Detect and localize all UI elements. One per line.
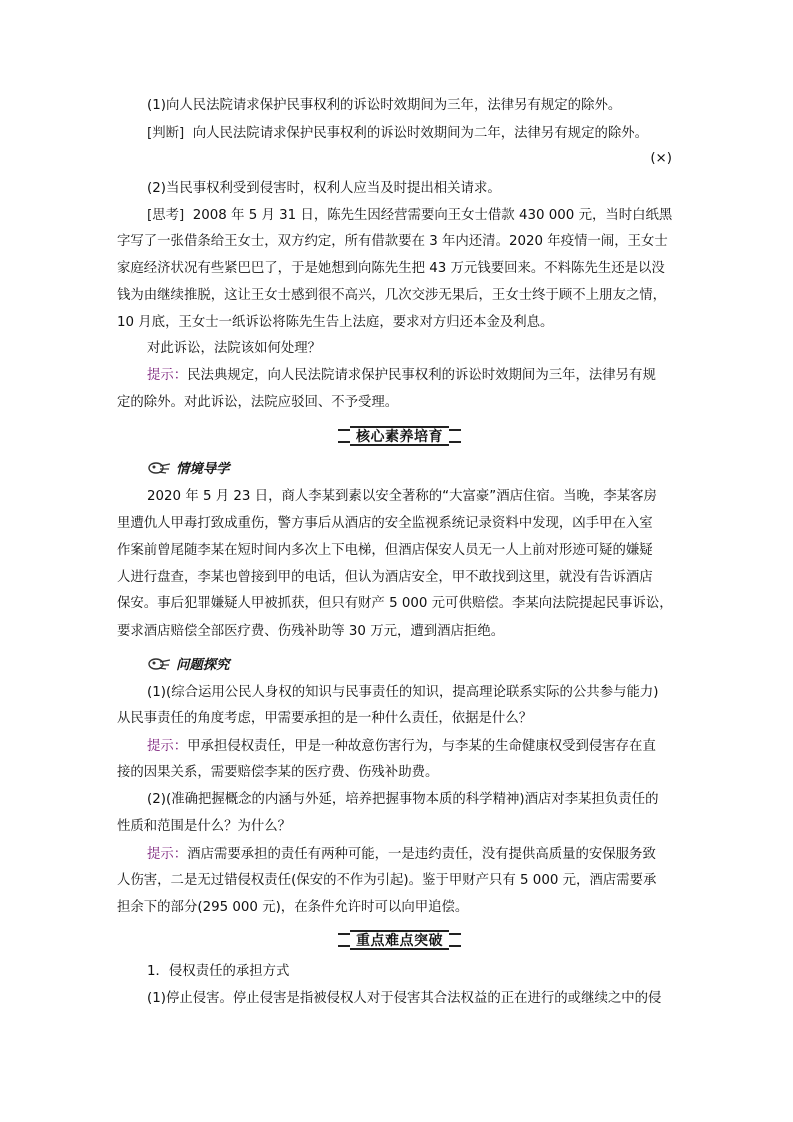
- banner-title: 核心素养培育: [350, 426, 449, 446]
- q1-line-2: 从民事责任的角度考虑，甲需要承担的是一种什么责任，依据是什么？: [117, 711, 533, 726]
- banner-cap-right: [449, 933, 461, 947]
- banner-cap-left: [338, 933, 350, 947]
- hint-line-1: 提示：民法典规定，向人民法院请求保护民事权利的诉讼时效期间为三年，法律另有规: [147, 368, 656, 383]
- section-title: 1．侵权责任的承担方式: [147, 964, 290, 979]
- subheading-scenario: [148, 457, 230, 477]
- subheading-inquiry: [148, 653, 230, 673]
- q1-line-1: (1)(综合运用公民人身权的知识与民事责任的知识，提高理论联系实际的公共参与能力): [147, 685, 659, 700]
- q2-line-2: 性质和范围是什么？为什么？: [117, 819, 292, 834]
- para-statute-1: (1)向人民法院请求保护民事权利的诉讼时效期间为三年，法律另有规定的除外。: [147, 98, 622, 113]
- subheading-inquiry-text: 问题探究: [176, 657, 230, 673]
- case-line-1: 2020 年 5 月 23 日，商人李某到素以安全著称的“大富豪”酒店住宿。当晚，李某客房: [147, 489, 657, 504]
- think-line-4: 钱为由继续推脱，这让王女士感到很不高兴，几次交涉无果后，王女士终于顾不上朋友之情，: [117, 288, 667, 303]
- think-line-2: 字写了一张借条给王女士，双方约定，所有借款要在 3 年内还清。2020 年疫情一闹，王女士: [117, 234, 668, 249]
- hint-tag: 提示：: [147, 368, 188, 383]
- section-banner-core: [338, 425, 461, 447]
- q2-hint-line-2: 人伤害，二是无过错侵权责任(保安的不作为引起)。鉴于甲财产只有 5 000 元，酒店需要承: [117, 873, 657, 888]
- think-line-1: [思考] 2008 年 5 月 31 日，陈先生因经营需要向王女士借款 430 000 元，当时白纸黑: [147, 208, 673, 223]
- q2-hint-line-3: 担余下的部分(295 000 元)，在条件允许时可以向甲追偿。: [117, 900, 469, 915]
- hand-pointer-icon: [148, 655, 172, 671]
- section-banner-key: [338, 929, 461, 951]
- case-line-5: 保安。事后犯罪嫌疑人甲被抓获，但只有财产 5 000 元可供赔偿。李某向法院提起民事诉讼，: [117, 596, 673, 611]
- hand-pointer-icon: [148, 459, 172, 475]
- q2-hint-line-1: 提示：酒店需要承担的责任有两种可能，一是违约责任，没有提供高质量的安保服务致: [147, 847, 656, 862]
- case-line-4: 人进行盘查，李某也曾接到甲的电话，但认为酒店安全，甲不敢找到这里，就没有告诉酒店: [117, 570, 653, 585]
- case-line-2: 里遭仇人甲毒打致成重伤，警方事后从酒店的安全监视系统记录资料中发现，凶手甲在入室: [117, 516, 653, 531]
- judgement-mark: (×): [650, 151, 672, 166]
- think-tag: [思考]: [147, 208, 185, 223]
- judgement-text: 向人民法院请求保护民事权利的诉讼时效期间为二年，法律另有规定的除外。: [192, 126, 649, 141]
- question-line: 对此诉讼，法院该如何处理？: [147, 341, 322, 356]
- case-line-3: 作案前曾尾随李某在短时间内多次上下电梯，但酒店保安人员无一人上前对形迹可疑的嫌疑: [117, 543, 653, 558]
- para-statute-2: (2)当民事权利受到侵害时，权利人应当及时提出相关请求。: [147, 181, 501, 196]
- think-line-3: 家庭经济状况有些紧巴巴了，于是她想到向陈先生把 43 万元钱要回来。不料陈先生还是以没: [117, 261, 665, 276]
- banner-cap-left: [338, 429, 350, 443]
- q1-hint-line-2: 接的因果关系，需要赔偿李某的医疗费、伤残补助费。: [117, 765, 439, 780]
- hint-line-2: 定的除外。对此诉讼，法院应驳回、不予受理。: [117, 395, 399, 410]
- banner-title: 重点难点突破: [350, 930, 449, 950]
- judgement-line: [147, 124, 687, 144]
- judgement-tag: [判断]: [147, 126, 185, 141]
- think-line-5: 10 月底，王女士一纸诉讼将陈先生告上法庭，要求对方归还本金及利息。: [117, 315, 554, 330]
- hint-tag: 提示：: [147, 847, 188, 862]
- q2-line-1: (2)(准确把握概念的内涵与外延，培养把握事物本质的科学精神)酒店对李某担负责任的: [147, 792, 659, 807]
- section-line-1: (1)停止侵害。停止侵害是指被侵权人对于侵害其合法权益的正在进行的或继续之中的侵: [147, 991, 662, 1006]
- subheading-scenario-text: 情境导学: [176, 461, 230, 477]
- banner-cap-right: [449, 429, 461, 443]
- hint-tag: 提示：: [147, 739, 188, 754]
- q1-hint-line-1: 提示：甲承担侵权责任，甲是一种故意伤害行为，与李某的生命健康权受到侵害存在直: [147, 739, 656, 754]
- case-line-6: 要求酒店赔偿全部医疗费、伤残补助等 30 万元，遭到酒店拒绝。: [117, 624, 505, 639]
